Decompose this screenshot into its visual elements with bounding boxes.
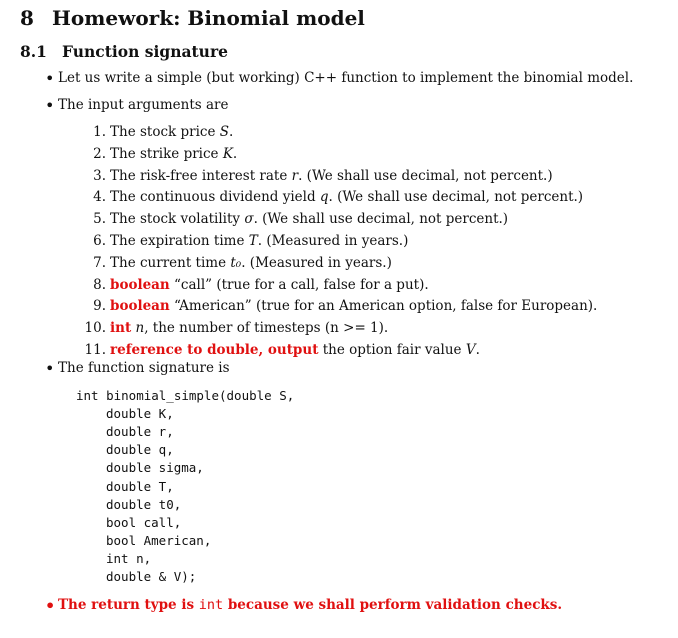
item-number: 1. <box>93 124 106 140</box>
code-line: int binomial_simple(double S, <box>76 388 295 403</box>
item-number: 6. <box>93 233 106 249</box>
argument-item <box>80 124 233 140</box>
argument-item <box>80 298 597 314</box>
subsection-number: 8.1 <box>20 42 47 61</box>
item-number: 11. <box>84 342 106 358</box>
item-text: The stock price <box>110 124 220 140</box>
argument-item <box>80 277 429 293</box>
code-line: double q, <box>106 442 174 458</box>
item-text: The strike price <box>110 145 223 162</box>
bullet-intro: • Let us write a simple (but working) C++ function to implement the binomial model. <box>58 70 633 86</box>
item-text: The risk-free interest rate <box>110 167 292 184</box>
item-text-post: , the number of timesteps (n >= 1). <box>144 320 389 337</box>
item-text-post: . (We shall use decimal, not percent.) <box>298 167 553 184</box>
item-variable: q <box>319 189 329 206</box>
code-line: double sigma, <box>106 460 204 476</box>
item-text: “call” (true for a call, false for a put). <box>169 276 429 293</box>
item-number: 2. <box>93 145 106 162</box>
argument-item <box>80 233 408 249</box>
item-number: 4. <box>93 189 106 206</box>
argument-item <box>80 255 392 271</box>
item-text-post: . (We shall use decimal, not percent.) <box>328 189 584 206</box>
item-text-post: . <box>229 124 234 140</box>
item-text: The expiration time <box>110 233 249 249</box>
section-title: Homework: Binomial model <box>52 6 365 30</box>
item-number: 10. <box>84 320 106 337</box>
item-number: 8. <box>93 276 106 293</box>
argument-item <box>80 342 480 358</box>
item-keyword: int <box>110 320 132 337</box>
item-variable: n <box>135 320 145 337</box>
item-text-post: . (Measured in years.) <box>241 254 392 271</box>
code-line: bool American, <box>106 532 212 548</box>
subsection-title: Function signature <box>62 42 228 61</box>
argument-item <box>80 189 583 205</box>
item-number: 7. <box>93 254 106 271</box>
code-line: double K, <box>106 406 174 422</box>
item-keyword: boolean <box>110 276 170 293</box>
item-text: The current time <box>110 254 231 271</box>
code-line: bool call, <box>106 514 182 530</box>
bullet-signature: • The function signature is <box>58 360 230 376</box>
item-variable: t₀ <box>230 254 242 271</box>
return-type-code: int <box>198 597 224 613</box>
item-number: 3. <box>93 167 106 184</box>
item-variable: V <box>465 342 476 358</box>
code-line: double & V); <box>106 569 197 584</box>
item-variable: S <box>219 124 229 140</box>
item-text: “American” (true for an American option, false for European). <box>169 298 598 315</box>
code-line: double r, <box>106 424 174 440</box>
item-text: The continuous dividend yield <box>110 189 320 206</box>
code-line: double T, <box>106 478 174 494</box>
item-variable: T <box>248 233 258 249</box>
return-type-text-post: because we shall perform validation checks. <box>223 597 563 613</box>
item-variable: r <box>291 167 299 184</box>
item-keyword: reference to double, output <box>110 342 319 358</box>
item-variable: K <box>222 145 233 162</box>
argument-item <box>80 146 237 162</box>
item-text: the option fair value <box>318 342 466 358</box>
section-number: 8 <box>20 6 34 30</box>
argument-item <box>80 320 388 336</box>
item-keyword: boolean <box>110 298 170 315</box>
item-text: The stock volatility <box>110 211 245 228</box>
argument-item <box>80 211 508 227</box>
bullet-return-type <box>58 597 562 613</box>
code-line: int n, <box>106 550 152 566</box>
item-text-post: . <box>475 342 480 358</box>
code-line: double t0, <box>106 496 182 512</box>
argument-item <box>80 168 553 184</box>
return-type-text-pre: The return type is <box>58 597 199 613</box>
item-text-post: . (Measured in years.) <box>257 233 409 249</box>
item-text-post: . <box>232 145 238 162</box>
item-number: 9. <box>93 298 106 315</box>
subsection-heading <box>20 42 228 61</box>
item-variable: σ <box>244 211 254 228</box>
bullet-input-arguments: • The input arguments are <box>58 97 229 113</box>
item-number: 5. <box>93 211 106 228</box>
item-text-post: . (We shall use decimal, not percent.) <box>253 211 509 228</box>
section-heading <box>20 6 365 30</box>
